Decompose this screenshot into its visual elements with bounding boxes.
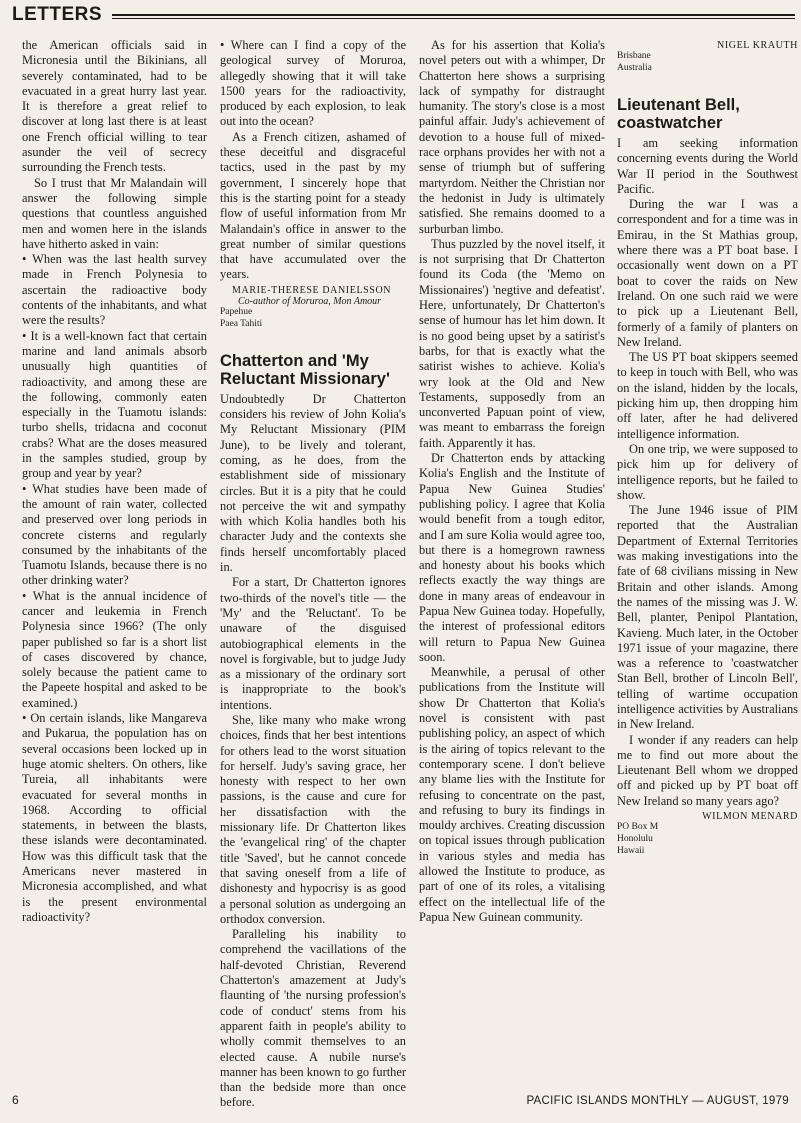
bullet-question: • What is the annual incidence of cancer and leukemia in French Polynesia since 1966? (The only paper published so far is a short list of cases discovered by chance, solely because the patient came to the Papeete hospital and asked to be examined.) xyxy=(22,588,207,710)
letter-place: Brisbane xyxy=(617,51,651,61)
paragraph: The US PT boat skippers seemed to keep in touch with Bell, who was on the island, hidden by the locals, picking him up, then dropping him off later, after he had delivered intelligence information. xyxy=(617,350,798,441)
page-number: 6 xyxy=(12,1093,19,1107)
paragraph: I wonder if any readers can help me to find out more about the Lieutenant Bell whom we dropped off and picked up by PT boat off New Ireland so many years ago? xyxy=(617,732,798,808)
letter-place: Papehue xyxy=(220,306,253,317)
text-column-3 xyxy=(419,38,605,1090)
text-column-4 xyxy=(617,38,798,1090)
paragraph: I am seeking information concerning events during the World War II period in the Southwest Pacific. xyxy=(617,136,798,196)
bullet-question: • It is a well-known fact that certain marine and land animals absorb unusually high quantities of radioactivity, and among these are the following, commonly eaten especially in the Tuamotu islands: turbo shells, tridacna and coconut crabs? What are the doses measured in the samples studied, group by group and year by year? xyxy=(22,328,207,481)
paragraph: On one trip, we were supposed to pick him up for delivery of intelligence reports, but he failed to show. xyxy=(617,441,798,502)
paragraph: Undoubtedly Dr Chatterton considers his review of John Kolia's My Reluctant Missionary (PIM June), to be lively and tolerant, coming, as he does, from the establishment side of missionary circles. But it is a pity that he could not perceive the wit and sympathy with which Kolia handles both his character Judy and the contexts she finds herself uncomfortably placed in. xyxy=(220,391,406,575)
paragraph: Dr Chatterton ends by attacking Kolia's English and the Institute of Papua New Guinea Studies' publishing policy. I agree that Kolia would benefit from a tough editor, and I am sure Kolia would agree too, but there is a homegrown rawness and honesty about his books which reflects exactly the way things are done in many areas of endeavour in Papua New Guinea today. Hopefully, the interest of professional editors will return to Papua New Guinea soon. xyxy=(419,451,605,664)
paragraph: The June 1946 issue of PIM reported that the Australian Department of External Territories was making investigations into the fate of 68 civilians missing in New Britain and other islands. Among the names of the missing was J. W. Bell, planter, Penipol Plantation, Kavieng. Much later, in the October 1971 issue of your magazine, there was a reference to 'coastwatcher Stan Bell, brother of Lincoln Bell', telling of wartime occupation intelligence activities by Australians in New Ireland. xyxy=(617,503,798,732)
paragraph: She, like many who make wrong choices, finds that her best intentions for others lead to the worst situation for herself. Judy's saving grace, her honesty with respect to her own passions, is the cause and cure for her dissatisfaction with the missionary life. Dr Chatterton likes the 'evangelical ring' of the chapter title 'Saved', but he cannot concede that saving oneself from a life of dishonesty and hypocrisy is as good a personal solution as undergoing an orthodox conversion. xyxy=(220,712,406,926)
letter-signature: MARIE-THERESE DANIELSSON xyxy=(232,284,392,296)
paragraph: So I trust that Mr Malandain will answer the following simple questions that countless anguished men and women here in the islands have hitherto asked in vain: xyxy=(22,175,207,251)
bullet-question: • On certain islands, like Mangareva and Pukarua, the population has on several occasions been locked up in huge atomic shelters. On others, like Tureia, all inhabitants were evacuated for several months in 1968. According to official statements, in between the blasts, these islands were decontaminated. How was this difficult task that the Americans never mastered in Micronesia accomplished, and what is the present environmental radioactivity? xyxy=(22,711,207,924)
header-rule xyxy=(112,14,795,16)
paragraph: Paralleling his inability to comprehend the vacillations of the half-devoted Christian, Reverend Chatterton's amazement at Judy's flaunting of 'the nursing profession's code of conduct' stems from his apparent faith in people's ability to wholly commit themselves to an elected cause. A nubile nurse's manner has been known to go further than the bedside more than once before. xyxy=(220,927,406,1110)
section-title: LETTERS xyxy=(12,4,103,25)
paragraph: During the war I was a correspondent and for a time was in Emirau, in the St Mathias group, where there was a PT boat base. I occasionally went down on a PT boat to cover the raids on New Ireland. On one such raid we were to pick up a Lieutenant Bell, formerly of a family of planters on New Ireland. xyxy=(617,197,798,349)
letter-signature: WILMON MENARD xyxy=(702,811,798,823)
letter-place: PO Box M xyxy=(617,822,659,833)
bullet-question: • When was the last health survey made in French Polynesia to ascertain the radioactive body contents of the inhabitants, and what were the results? xyxy=(22,252,207,328)
text-column-2 xyxy=(220,38,406,1110)
paragraph: Meanwhile, a perusal of other publications from the Institute will show Dr Chatterton that Kolia's novel is consistent with past publishing policy, an aspect of which is the airing of topics relevant to the contemporary scene. I don't believe any blame lies with the Institute for refusing to concentrate on the past, and refusing to bury its findings in mouldy archives. Creating discussion on topical issues through publication in various styles and media has allowed the Institute to produce, as part of one of its roles, a vitalising effect on the intellectual life of the Papua New Guinean community. xyxy=(419,665,605,924)
letter-signature: NIGEL KRAUTH xyxy=(717,40,798,51)
text-column-1 xyxy=(22,38,207,1090)
letter-place: Honolulu xyxy=(617,834,653,845)
paragraph: For a start, Dr Chatterton ignores two-thirds of the novel's title — the 'My' and the 'Reluctant'. To be unaware of the disguised autobiographical elements in the novel is forgivable, but to judge Judy as a missionary of the ordinary sort is inappropriate to the book's intentions. xyxy=(220,575,406,712)
signature-note: Co-author of Moruroa, Mon Amour xyxy=(238,295,382,307)
letter-place: Hawaii xyxy=(617,846,645,857)
publication-footer: PACIFIC ISLANDS MONTHLY — AUGUST, 1979 xyxy=(526,1095,789,1107)
letter-place: Australia xyxy=(617,63,652,73)
paragraph: Thus puzzled by the novel itself, it is not surprising that Dr Chatterton found its Coda (the 'Memo on Missionaires') 'negtive and defeatist'. Here, unfortunately, Dr Chatterton's sense of humour has let him down. It is no good being upset by a satirist's barbs, for that is exactly what the satirist wishes to achieve. Kolia's wry look at the Old and New Testaments, supposedly from an unconverted Papuan point of view, was meant to embarrass the foreign faith. Apparently it has. xyxy=(419,236,605,450)
letter-heading: Lieutenant Bell, coastwatcher xyxy=(617,96,740,132)
paragraph: As for his assertion that Kolia's novel peters out with a whimper, Dr Chatterton here shows a surprising lack of sympathy for distraught humanity. The story's close is a most painful affair. Judy's achievement of devotion to a house full of mixed-race orphans provides her with not a sense of triumph but of suffering martyrdom. Neither the Christian nor the hedonist in Judy is ultimately satisfied. She remains doomed to a surburban limbo. xyxy=(419,38,605,236)
paragraph: the American officials said in Micronesia until the Bikinians, all severely contaminated, had to be evacuated in a great hurry last year. It is therefore a great relief to discover at long last there is at least one French official willing to tear asunder the veil of secrecy surrounding the French tests. xyxy=(22,38,207,175)
header-rule-thin xyxy=(112,18,795,19)
letter-place: Paea Tahiti xyxy=(220,318,263,329)
bullet-question: • What studies have been made of the amount of rain water, collected and preserved over long periods in concrete cisterns and regularly consumed by the inhabitants of the Tuamotu Islands, because there is no other drinking water? xyxy=(22,481,207,588)
bullet-question: • Where can I find a copy of the geological survey of Moruroa, allegedly showing that it will take 1500 years for the radioactivity, produced by each explosion, to leak out into the ocean? xyxy=(220,38,406,129)
paragraph: As a French citizen, ashamed of these deceitful and disgraceful tactics, used in the past by my government, I sincerely hope that this is the starting point for a steady flow of useful information from Mr Malandain's office in answer to the great number of similar questions that have accumulated over the years. xyxy=(220,129,406,282)
letter-heading: Chatterton and 'My Reluctant Missionary' xyxy=(220,351,390,388)
